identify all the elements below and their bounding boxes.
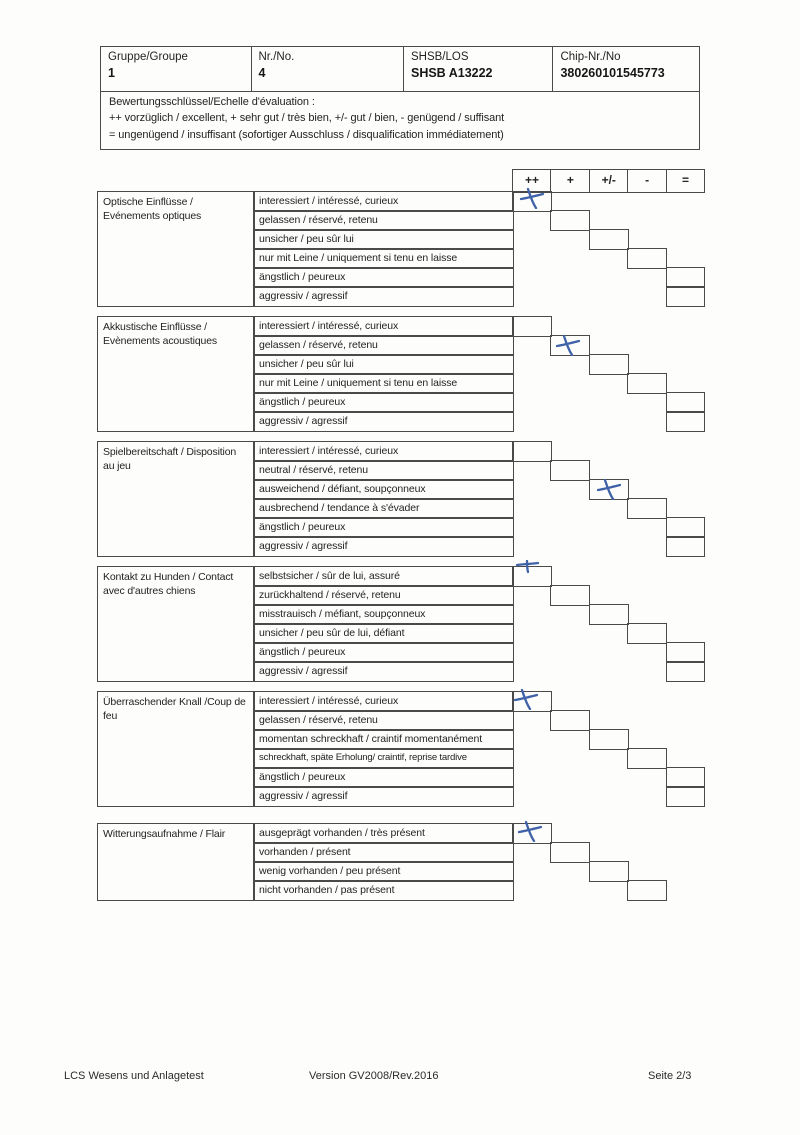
criterion-row-kontakt-zu-hunden-r3: unsicher / peu sûr de lui, défiant — [253, 623, 514, 644]
pen-mark-x-icon — [518, 187, 546, 209]
rating-cell-optische-einfluesse-r4[interactable] — [666, 267, 706, 288]
criterion-row-kontakt-zu-hunden-r5: aggressiv / agressif — [253, 661, 514, 682]
criterion-row-ueberraschender-knall-r5: aggressiv / agressif — [253, 786, 514, 807]
rating-cell-spielbereitschaft-r1[interactable] — [550, 460, 590, 481]
footer-document-title: LCS Wesens und Anlagetest — [64, 1070, 204, 1082]
section-label-optische-einfluesse: Optische Einflüsse / Evénements optiques — [97, 191, 255, 307]
rating-cell-kontakt-zu-hunden-r4[interactable] — [666, 642, 706, 663]
criterion-row-ueberraschender-knall-r0: interessiert / intéressé, curieux — [253, 691, 514, 712]
rating-cell-spielbereitschaft-r3[interactable] — [627, 498, 667, 519]
section-label-witterungsaufnahme: Witterungsaufnahme / Flair — [97, 823, 255, 901]
header-field-value: 4 — [258, 66, 266, 80]
rating-cell-kontakt-zu-hunden-r2[interactable] — [589, 604, 629, 625]
rating-cell-spielbereitschaft-r2[interactable] — [589, 479, 629, 500]
criterion-row-kontakt-zu-hunden-r1: zurückhaltend / réservé, retenu — [253, 585, 514, 606]
rating-cell-ueberraschender-knall-r1[interactable] — [550, 710, 590, 731]
header-field-label: Gruppe/Groupe — [108, 51, 188, 63]
rating-scale-column-2: +/- — [589, 169, 629, 193]
rating-cell-akkustische-einfluesse-r5[interactable] — [666, 411, 706, 432]
criterion-row-ueberraschender-knall-r1: gelassen / réservé, retenu — [253, 710, 514, 731]
pen-mark-x-icon — [512, 688, 540, 710]
header-field-3 — [552, 47, 699, 91]
pen-mark-plus-icon — [514, 558, 542, 580]
section-label-akkustische-einfluesse: Akkustische Einflüsse / Evènements acoustiques — [97, 316, 255, 432]
header-field-2 — [403, 47, 553, 91]
rating-cell-witterungsaufnahme-r0[interactable] — [512, 823, 552, 844]
rating-cell-kontakt-zu-hunden-r3[interactable] — [627, 623, 667, 644]
criterion-row-optische-einfluesse-r1: gelassen / réservé, retenu — [253, 210, 514, 231]
header-field-label: SHSB/LOS — [410, 51, 469, 63]
evaluation-key-line1: ++ vorzüglich / excellent, + sehr gut / très bien, +/- gut / bien, - genügend / suffisant — [109, 112, 505, 124]
criterion-row-akkustische-einfluesse-r5: aggressiv / agressif — [253, 411, 514, 432]
criterion-row-spielbereitschaft-r5: aggressiv / agressif — [253, 536, 514, 557]
criterion-row-ueberraschender-knall-r2: momentan schreckhaft / craintif momentanément — [253, 729, 514, 750]
header-field-label: Nr./No. — [258, 51, 295, 63]
criterion-row-witterungsaufnahme-r3: nicht vorhanden / pas présent — [253, 880, 514, 901]
evaluation-key — [100, 91, 700, 150]
rating-cell-ueberraschender-knall-r4[interactable] — [666, 767, 706, 788]
rating-cell-akkustische-einfluesse-r4[interactable] — [666, 392, 706, 413]
rating-cell-akkustische-einfluesse-r2[interactable] — [589, 354, 629, 375]
section-label-spielbereitschaft: Spielbereitschaft / Disposition au jeu — [97, 441, 255, 557]
criterion-row-spielbereitschaft-r1: neutral / réservé, retenu — [253, 460, 514, 481]
rating-scale-column-4: = — [666, 169, 706, 193]
header-table — [100, 46, 700, 92]
rating-cell-witterungsaufnahme-r2[interactable] — [589, 861, 629, 882]
criterion-row-optische-einfluesse-r3: nur mit Leine / uniquement si tenu en laisse — [253, 248, 514, 269]
rating-scale-column-1: + — [550, 169, 590, 193]
rating-cell-optische-einfluesse-r0[interactable] — [512, 191, 552, 212]
rating-cell-optische-einfluesse-r2[interactable] — [589, 229, 629, 250]
rating-cell-ueberraschender-knall-r2[interactable] — [589, 729, 629, 750]
evaluation-key-line2: = ungenügend / insuffisant (sofortiger Ausschluss / disqualification immédiatement) — [109, 128, 504, 141]
criterion-row-akkustische-einfluesse-r1: gelassen / réservé, retenu — [253, 335, 514, 356]
footer-page-number: Seite 2/3 — [648, 1070, 692, 1082]
rating-cell-ueberraschender-knall-r3[interactable] — [627, 748, 667, 769]
rating-cell-akkustische-einfluesse-r1[interactable] — [550, 335, 590, 356]
criterion-row-akkustische-einfluesse-r4: ängstlich / peureux — [253, 392, 514, 413]
criterion-row-akkustische-einfluesse-r2: unsicher / peu sûr lui — [253, 354, 514, 375]
criterion-row-akkustische-einfluesse-r3: nur mit Leine / uniquement si tenu en laisse — [253, 373, 514, 394]
header-field-value: 1 — [108, 66, 115, 80]
criterion-row-optische-einfluesse-r4: ängstlich / peureux — [253, 267, 514, 288]
pen-mark-x-icon — [554, 334, 582, 356]
rating-cell-optische-einfluesse-r3[interactable] — [627, 248, 667, 269]
rating-cell-optische-einfluesse-r1[interactable] — [550, 210, 590, 231]
criterion-row-witterungsaufnahme-r2: wenig vorhanden / peu présent — [253, 861, 514, 882]
criterion-row-spielbereitschaft-r3: ausbrechend / tendance à s'évader — [253, 498, 514, 519]
rating-cell-kontakt-zu-hunden-r0[interactable] — [512, 566, 552, 587]
criterion-row-spielbereitschaft-r4: ängstlich / peureux — [253, 517, 514, 538]
criterion-row-kontakt-zu-hunden-r0: selbstsicher / sûr de lui, assuré — [253, 566, 514, 587]
criterion-row-optische-einfluesse-r2: unsicher / peu sûr lui — [253, 229, 514, 250]
evaluation-key-title: Bewertungsschlüssel/Echelle d'évaluation : — [109, 95, 315, 108]
rating-cell-akkustische-einfluesse-r0[interactable] — [512, 316, 552, 337]
header-field-label: Chip-Nr./No — [560, 51, 621, 63]
criterion-row-witterungsaufnahme-r0: ausgeprägt vorhanden / très présent — [253, 823, 514, 844]
rating-scale-column-0: ++ — [512, 169, 552, 193]
rating-cell-spielbereitschaft-r5[interactable] — [666, 536, 706, 557]
criterion-row-spielbereitschaft-r0: interessiert / intéressé, curieux — [253, 441, 514, 462]
rating-cell-optische-einfluesse-r5[interactable] — [666, 286, 706, 307]
rating-cell-spielbereitschaft-r4[interactable] — [666, 517, 706, 538]
criterion-row-kontakt-zu-hunden-r4: ängstlich / peureux — [253, 642, 514, 663]
footer-version: Version GV2008/Rev.2016 — [309, 1070, 439, 1082]
rating-cell-spielbereitschaft-r0[interactable] — [512, 441, 552, 462]
criterion-row-ueberraschender-knall-r3: schreckhaft, späte Erholung/ craintif, reprise tardive — [253, 748, 514, 769]
rating-cell-witterungsaufnahme-r3[interactable] — [627, 880, 667, 901]
header-field-value: 380260101545773 — [560, 66, 665, 80]
rating-cell-witterungsaufnahme-r1[interactable] — [550, 842, 590, 863]
section-label-ueberraschender-knall: Überraschender Knall /Coup de feu — [97, 691, 255, 807]
rating-cell-ueberraschender-knall-r5[interactable] — [666, 786, 706, 807]
header-field-value: SHSB A13222 — [410, 66, 493, 80]
section-label-kontakt-zu-hunden: Kontakt zu Hunden / Contact avec d'autres chiens — [97, 566, 255, 682]
rating-cell-akkustische-einfluesse-r3[interactable] — [627, 373, 667, 394]
rating-cell-kontakt-zu-hunden-r5[interactable] — [666, 661, 706, 682]
rating-cell-kontakt-zu-hunden-r1[interactable] — [550, 585, 590, 606]
criterion-row-spielbereitschaft-r2: ausweichend / défiant, soupçonneux — [253, 479, 514, 500]
pen-mark-x-icon — [516, 820, 544, 842]
criterion-row-kontakt-zu-hunden-r2: misstrauisch / méfiant, soupçonneux — [253, 604, 514, 625]
pen-mark-x-icon — [595, 478, 623, 500]
criterion-row-ueberraschender-knall-r4: ängstlich / peureux — [253, 767, 514, 788]
rating-cell-ueberraschender-knall-r0[interactable] — [512, 691, 552, 712]
criterion-row-optische-einfluesse-r5: aggressiv / agressif — [253, 286, 514, 307]
rating-scale-column-3: - — [627, 169, 667, 193]
criterion-row-optische-einfluesse-r0: interessiert / intéressé, curieux — [253, 191, 514, 212]
header-field-0 — [101, 47, 251, 91]
criterion-row-akkustische-einfluesse-r0: interessiert / intéressé, curieux — [253, 316, 514, 337]
criterion-row-witterungsaufnahme-r1: vorhanden / présent — [253, 842, 514, 863]
header-field-1 — [251, 47, 403, 91]
